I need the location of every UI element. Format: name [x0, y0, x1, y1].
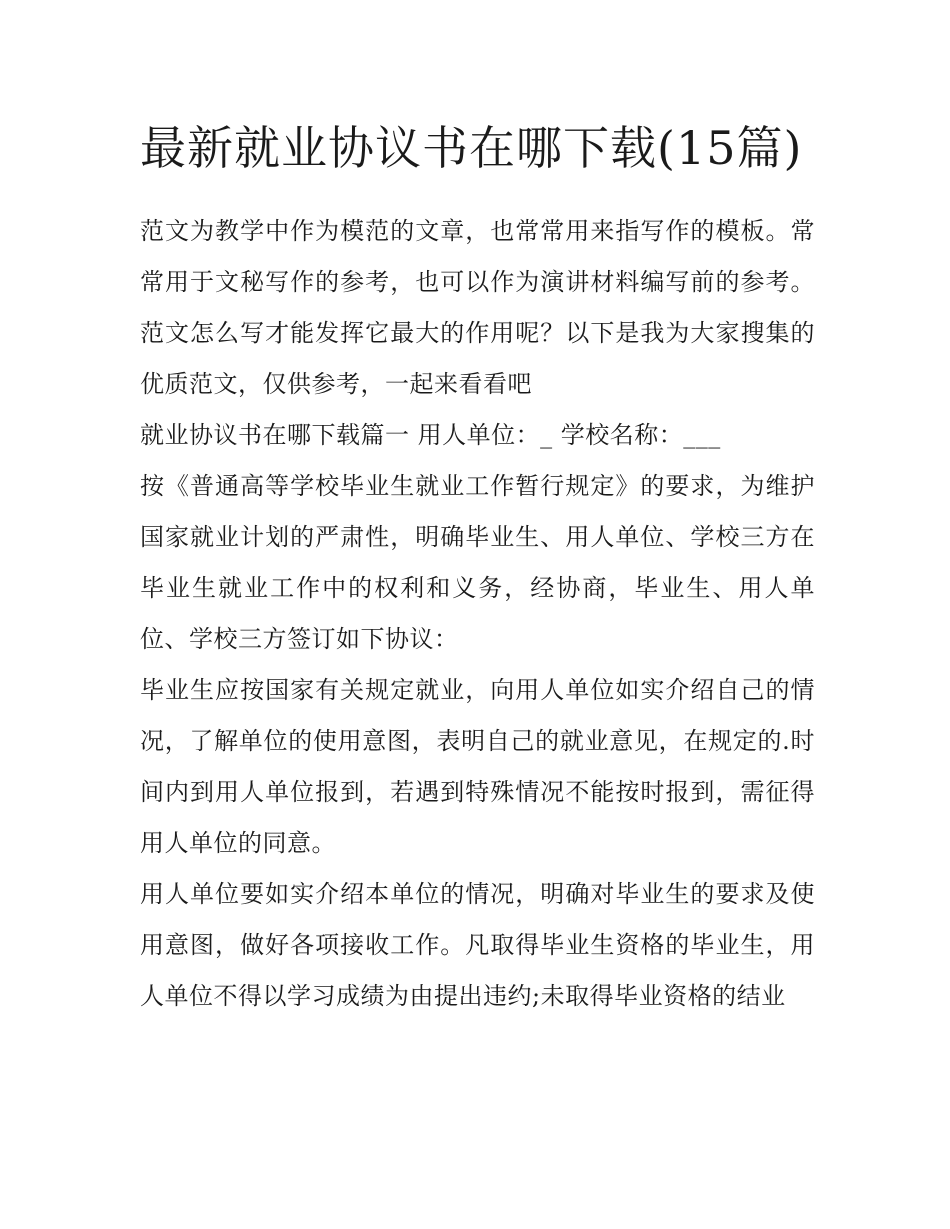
paragraph-header: 就业协议书在哪下载篇一 用人单位：_ 学校名称：___: [140, 421, 721, 449]
document-title: 最新就业协议书在哪下载(15篇): [140, 121, 803, 175]
paragraph-purpose: 按《普通高等学校毕业生就业工作暂行规定》的要求，为维护国家就业计划的严肃性，明确毕业生、用人单位、学校三方在毕业生就业工作中的权利和义务，经协商，毕业生、用人单位、学校三方签订如下协议：: [140, 472, 815, 653]
paragraph-intro: 范文为教学中作为模范的文章，也常常用来指写作的模板。常常用于文秘写作的参考，也可以作为演讲材料编写前的参考。范文怎么写才能发挥它最大的作用呢？以下是我为大家搜集的优质范文，仅供参考，一起来看看吧: [140, 217, 815, 398]
paragraph-employer-duty: 用人单位要如实介绍本单位的情况，明确对毕业生的要求及使用意图，做好各项接收工作。凡取得毕业生资格的毕业生，用人单位不得以学习成绩为由提出违约;未取得毕业资格的结业: [140, 880, 815, 1010]
document-content: [140, 112, 815, 1022]
paragraph-graduate-duty: 毕业生应按国家有关规定就业，向用人单位如实介绍自己的情况，了解单位的使用意图，表明自己的就业意见，在规定的.时间内到用人单位报到，若遇到特殊情况不能按时报到，需征得用人单位的同意。: [140, 676, 815, 857]
